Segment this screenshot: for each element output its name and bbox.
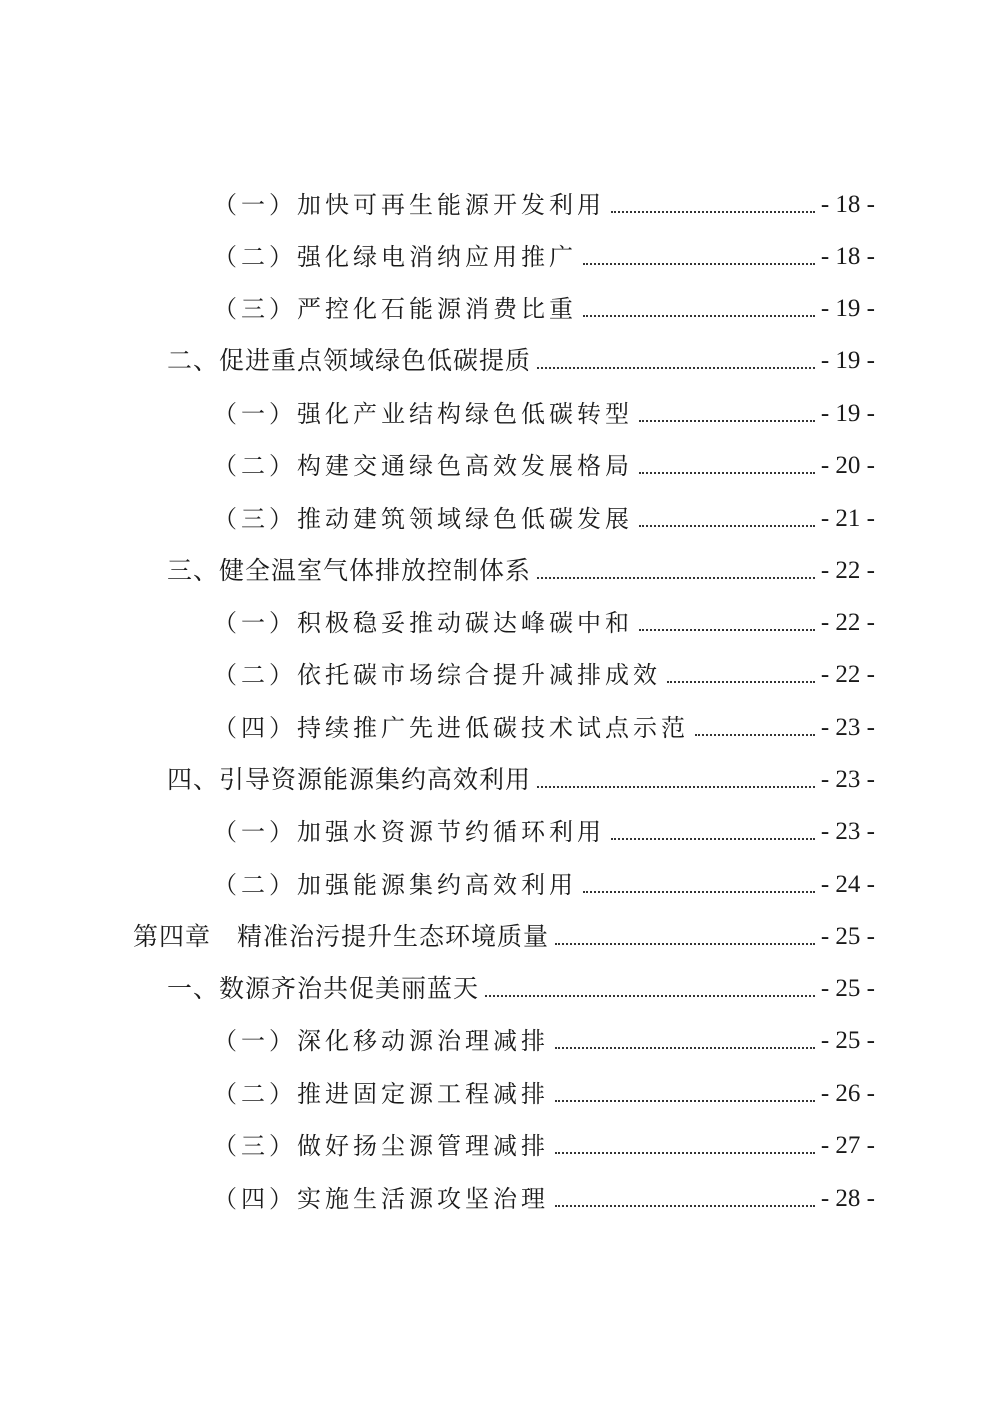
toc-entry[interactable] <box>213 650 875 690</box>
toc-section[interactable] <box>167 964 875 1004</box>
toc-entry[interactable] <box>213 441 875 481</box>
toc-entry-page: - 25 - <box>820 1027 875 1054</box>
toc-entry[interactable] <box>213 389 875 429</box>
dot-leader <box>555 1205 815 1207</box>
toc-entry-page: - 23 - <box>820 818 875 845</box>
toc-entry-page: - 20 - <box>820 452 875 479</box>
toc-entry-label: （二）强化绿电消纳应用推广 <box>213 243 577 271</box>
toc-entry-label: （一）深化移动源治理减排 <box>213 1027 549 1055</box>
toc-entry-label: 二、促进重点领域绿色低碳提质 <box>167 346 532 375</box>
toc-entry-page: - 22 - <box>820 557 875 584</box>
dot-leader <box>583 263 815 265</box>
dot-leader <box>555 1047 815 1049</box>
toc-chapter[interactable] <box>133 912 875 952</box>
toc-section[interactable] <box>167 546 875 586</box>
dot-leader <box>639 472 815 474</box>
toc-entry[interactable] <box>213 1016 875 1056</box>
dot-leader <box>639 420 815 422</box>
toc-entry[interactable] <box>213 284 875 324</box>
dot-leader <box>555 943 815 945</box>
toc-entry[interactable] <box>213 180 875 220</box>
toc-entry-label: 一、数源齐治共促美丽蓝天 <box>167 974 480 1003</box>
toc-entry-page: - 25 - <box>820 975 875 1002</box>
toc-entry-page: - 18 - <box>820 243 875 270</box>
dot-leader <box>639 525 815 527</box>
toc-entry[interactable] <box>213 703 875 743</box>
toc-entry-page: - 22 - <box>820 609 875 636</box>
toc-entry-label: （四）实施生活源攻坚治理 <box>213 1185 549 1213</box>
toc-entry-page: - 23 - <box>820 766 875 793</box>
toc-entry-page: - 28 - <box>820 1185 875 1212</box>
toc-entry-label: 第四章 精准治污提升生态环境质量 <box>133 922 550 951</box>
toc-entry-label: 四、引导资源能源集约高效利用 <box>167 765 532 794</box>
toc-entry-label: （三）做好扬尘源管理减排 <box>213 1132 549 1160</box>
dot-leader <box>537 577 815 579</box>
toc-entry-page: - 19 - <box>820 295 875 322</box>
toc-entry-label: （四）持续推广先进低碳技术试点示范 <box>213 714 689 742</box>
dot-leader <box>583 315 815 317</box>
toc-entry[interactable] <box>213 1121 875 1161</box>
toc-entry[interactable] <box>213 860 875 900</box>
toc-entry-label: （一）积极稳妥推动碳达峰碳中和 <box>213 609 633 637</box>
dot-leader <box>611 211 815 213</box>
toc-entry[interactable] <box>213 1174 875 1214</box>
toc-section[interactable] <box>167 755 875 795</box>
dot-leader <box>537 786 815 788</box>
dot-leader <box>555 1152 815 1154</box>
dot-leader <box>583 891 815 893</box>
toc-entry-label: （三）严控化石能源消费比重 <box>213 295 577 323</box>
toc-entry-page: - 23 - <box>820 714 875 741</box>
dot-leader <box>611 838 815 840</box>
toc-section[interactable] <box>167 336 875 376</box>
dot-leader <box>537 367 815 369</box>
toc-entry-label: （二）构建交通绿色高效发展格局 <box>213 452 633 480</box>
toc-entry-page: - 19 - <box>820 400 875 427</box>
toc-entry[interactable] <box>213 807 875 847</box>
dot-leader <box>639 629 815 631</box>
toc-entry-label: （二）依托碳市场综合提升减排成效 <box>213 661 661 689</box>
toc-entry[interactable] <box>213 494 875 534</box>
toc-entry-page: - 25 - <box>820 923 875 950</box>
toc-entry-page: - 19 - <box>820 347 875 374</box>
toc-entry-label: （一）加快可再生能源开发利用 <box>213 191 605 219</box>
dot-leader <box>485 995 815 997</box>
toc-entry-page: - 24 - <box>820 871 875 898</box>
toc-entry-page: - 26 - <box>820 1080 875 1107</box>
toc-entry-page: - 21 - <box>820 505 875 532</box>
toc-entry[interactable] <box>213 1069 875 1109</box>
toc-entry-label: （一）强化产业结构绿色低碳转型 <box>213 400 633 428</box>
toc-entry-page: - 22 - <box>820 661 875 688</box>
toc-entry-page: - 18 - <box>820 191 875 218</box>
toc-entry-label: （二）加强能源集约高效利用 <box>213 871 577 899</box>
toc-entry-page: - 27 - <box>820 1132 875 1159</box>
toc-entry-label: （三）推动建筑领域绿色低碳发展 <box>213 505 633 533</box>
toc-entry-label: 三、健全温室气体排放控制体系 <box>167 556 532 585</box>
dot-leader <box>695 734 815 736</box>
dot-leader <box>667 681 815 683</box>
toc-entry-label: （一）加强水资源节约循环利用 <box>213 818 605 846</box>
toc-entry[interactable] <box>213 598 875 638</box>
toc-entry-label: （二）推进固定源工程减排 <box>213 1080 549 1108</box>
toc-entry[interactable] <box>213 232 875 272</box>
dot-leader <box>555 1100 815 1102</box>
